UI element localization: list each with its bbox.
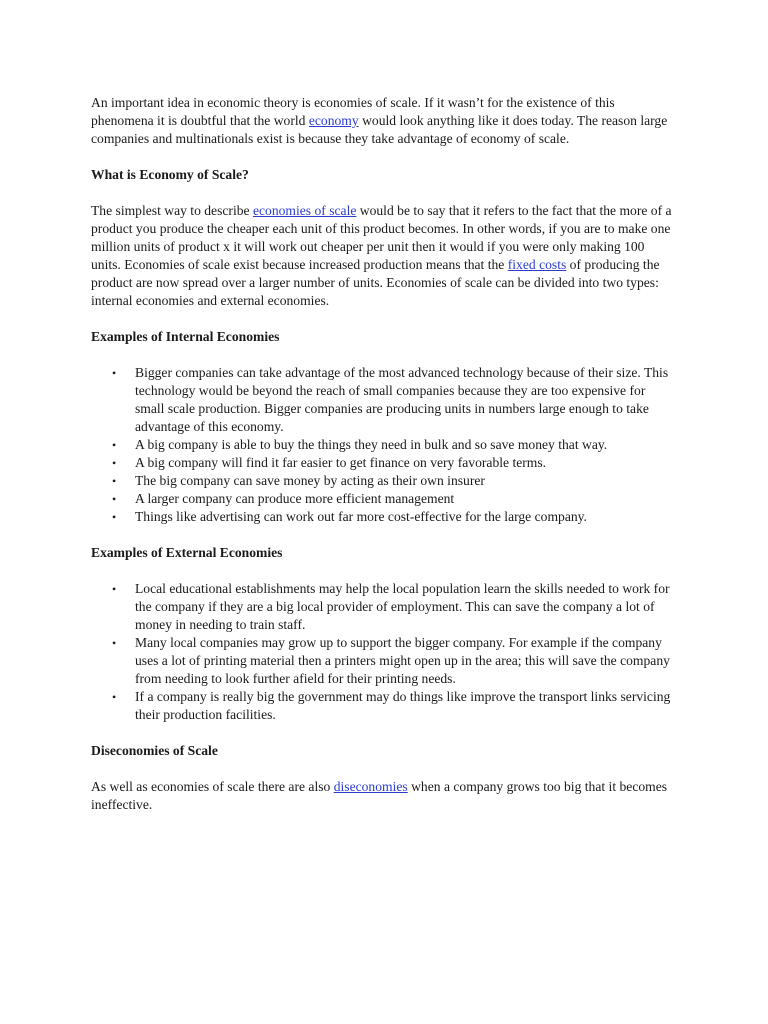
heading-diseconomies-of-scale: Diseconomies of Scale xyxy=(91,743,218,758)
bullet-icon: • xyxy=(112,690,117,704)
list-item xyxy=(112,454,676,472)
list-item xyxy=(112,436,676,454)
diseconomies-link[interactable]: diseconomies xyxy=(333,779,408,794)
heading-internal-economies: Examples of Internal Economies xyxy=(91,329,280,344)
heading-external-economies: Examples of External Economies xyxy=(91,545,283,560)
list-item xyxy=(112,364,676,436)
list-item-text: A big company is able to buy the things they need in bulk and so save money that way. xyxy=(135,437,608,452)
intro-text-2: would look anything like it does today. The reason large companies and multinationals exist is because they take advantage of economy of scale. xyxy=(91,113,668,146)
external-economies-list xyxy=(91,580,676,724)
list-item xyxy=(112,634,676,688)
definition-text-2: would be to say that it refers to the fact that the more of a product you produce the cheaper each unit of this product becomes. In other words, if you are to make one million units of product x it will work out cheaper per unit then it would if you were only making 100 units. Economies of scale exist because increased production means that the xyxy=(91,203,672,272)
bullet-icon: • xyxy=(112,474,117,488)
list-item xyxy=(112,580,676,634)
list-item-text: Local educational establishments may help the local population learn the skills needed to work for the company if they are a big local provider of employment. This can save the company a lot of money in needing to train staff. xyxy=(135,581,670,632)
bullet-icon: • xyxy=(112,438,117,452)
economies-of-scale-link[interactable]: economies of scale xyxy=(252,203,357,218)
list-item-text: A big company will find it far easier to get finance on very favorable terms. xyxy=(135,455,547,470)
definition-paragraph xyxy=(91,202,676,310)
economy-link[interactable]: economy xyxy=(308,113,359,128)
intro-text-1: An important idea in economic theory is economies of scale. If it wasn’t for the existence of this phenomena it is doubtful that the world xyxy=(91,95,615,128)
fixed-costs-link[interactable]: fixed costs xyxy=(507,257,567,272)
list-item-text: A larger company can produce more efficient management xyxy=(135,491,455,506)
internal-economies-list xyxy=(91,364,676,526)
bullet-icon: • xyxy=(112,366,117,380)
list-item xyxy=(112,490,676,508)
intro-paragraph xyxy=(91,94,676,148)
bullet-icon: • xyxy=(112,510,117,524)
list-item xyxy=(112,472,676,490)
definition-text-1: The simplest way to describe xyxy=(91,203,253,218)
list-item-text: Things like advertising can work out far more cost-effective for the large company. xyxy=(135,509,587,524)
diseconomies-text-2: when a company grows too big that it becomes ineffective. xyxy=(91,779,668,812)
diseconomies-text-1: As well as economies of scale there are also xyxy=(91,779,334,794)
list-item-text: Bigger companies can take advantage of the most advanced technology because of their size. This technology would be beyond the reach of small companies because they are too expensive for small scale production. Bigger companies are producing units in numbers large enough to take advantage of this economy. xyxy=(135,365,669,434)
list-item-text: If a company is really big the government may do things like improve the transport links servicing their production facilities. xyxy=(135,689,671,722)
list-item-text: Many local companies may grow up to support the bigger company. For example if the company uses a lot of printing material then a printers might open up in the area; this will save the company from needing to look further afield for their printing needs. xyxy=(135,635,670,686)
bullet-icon: • xyxy=(112,492,117,506)
bullet-icon: • xyxy=(112,456,117,470)
list-item xyxy=(112,508,676,526)
bullet-icon: • xyxy=(112,636,117,650)
diseconomies-paragraph xyxy=(91,778,676,814)
list-item xyxy=(112,688,676,724)
heading-what-is-economy-of-scale: What is Economy of Scale? xyxy=(91,167,249,182)
definition-text-3: of producing the product are now spread over a larger number of units. Economies of scale can be divided into two types: internal economies and external economies. xyxy=(91,257,660,308)
list-item-text: The big company can save money by acting as their own insurer xyxy=(135,473,485,488)
bullet-icon: • xyxy=(112,582,117,596)
